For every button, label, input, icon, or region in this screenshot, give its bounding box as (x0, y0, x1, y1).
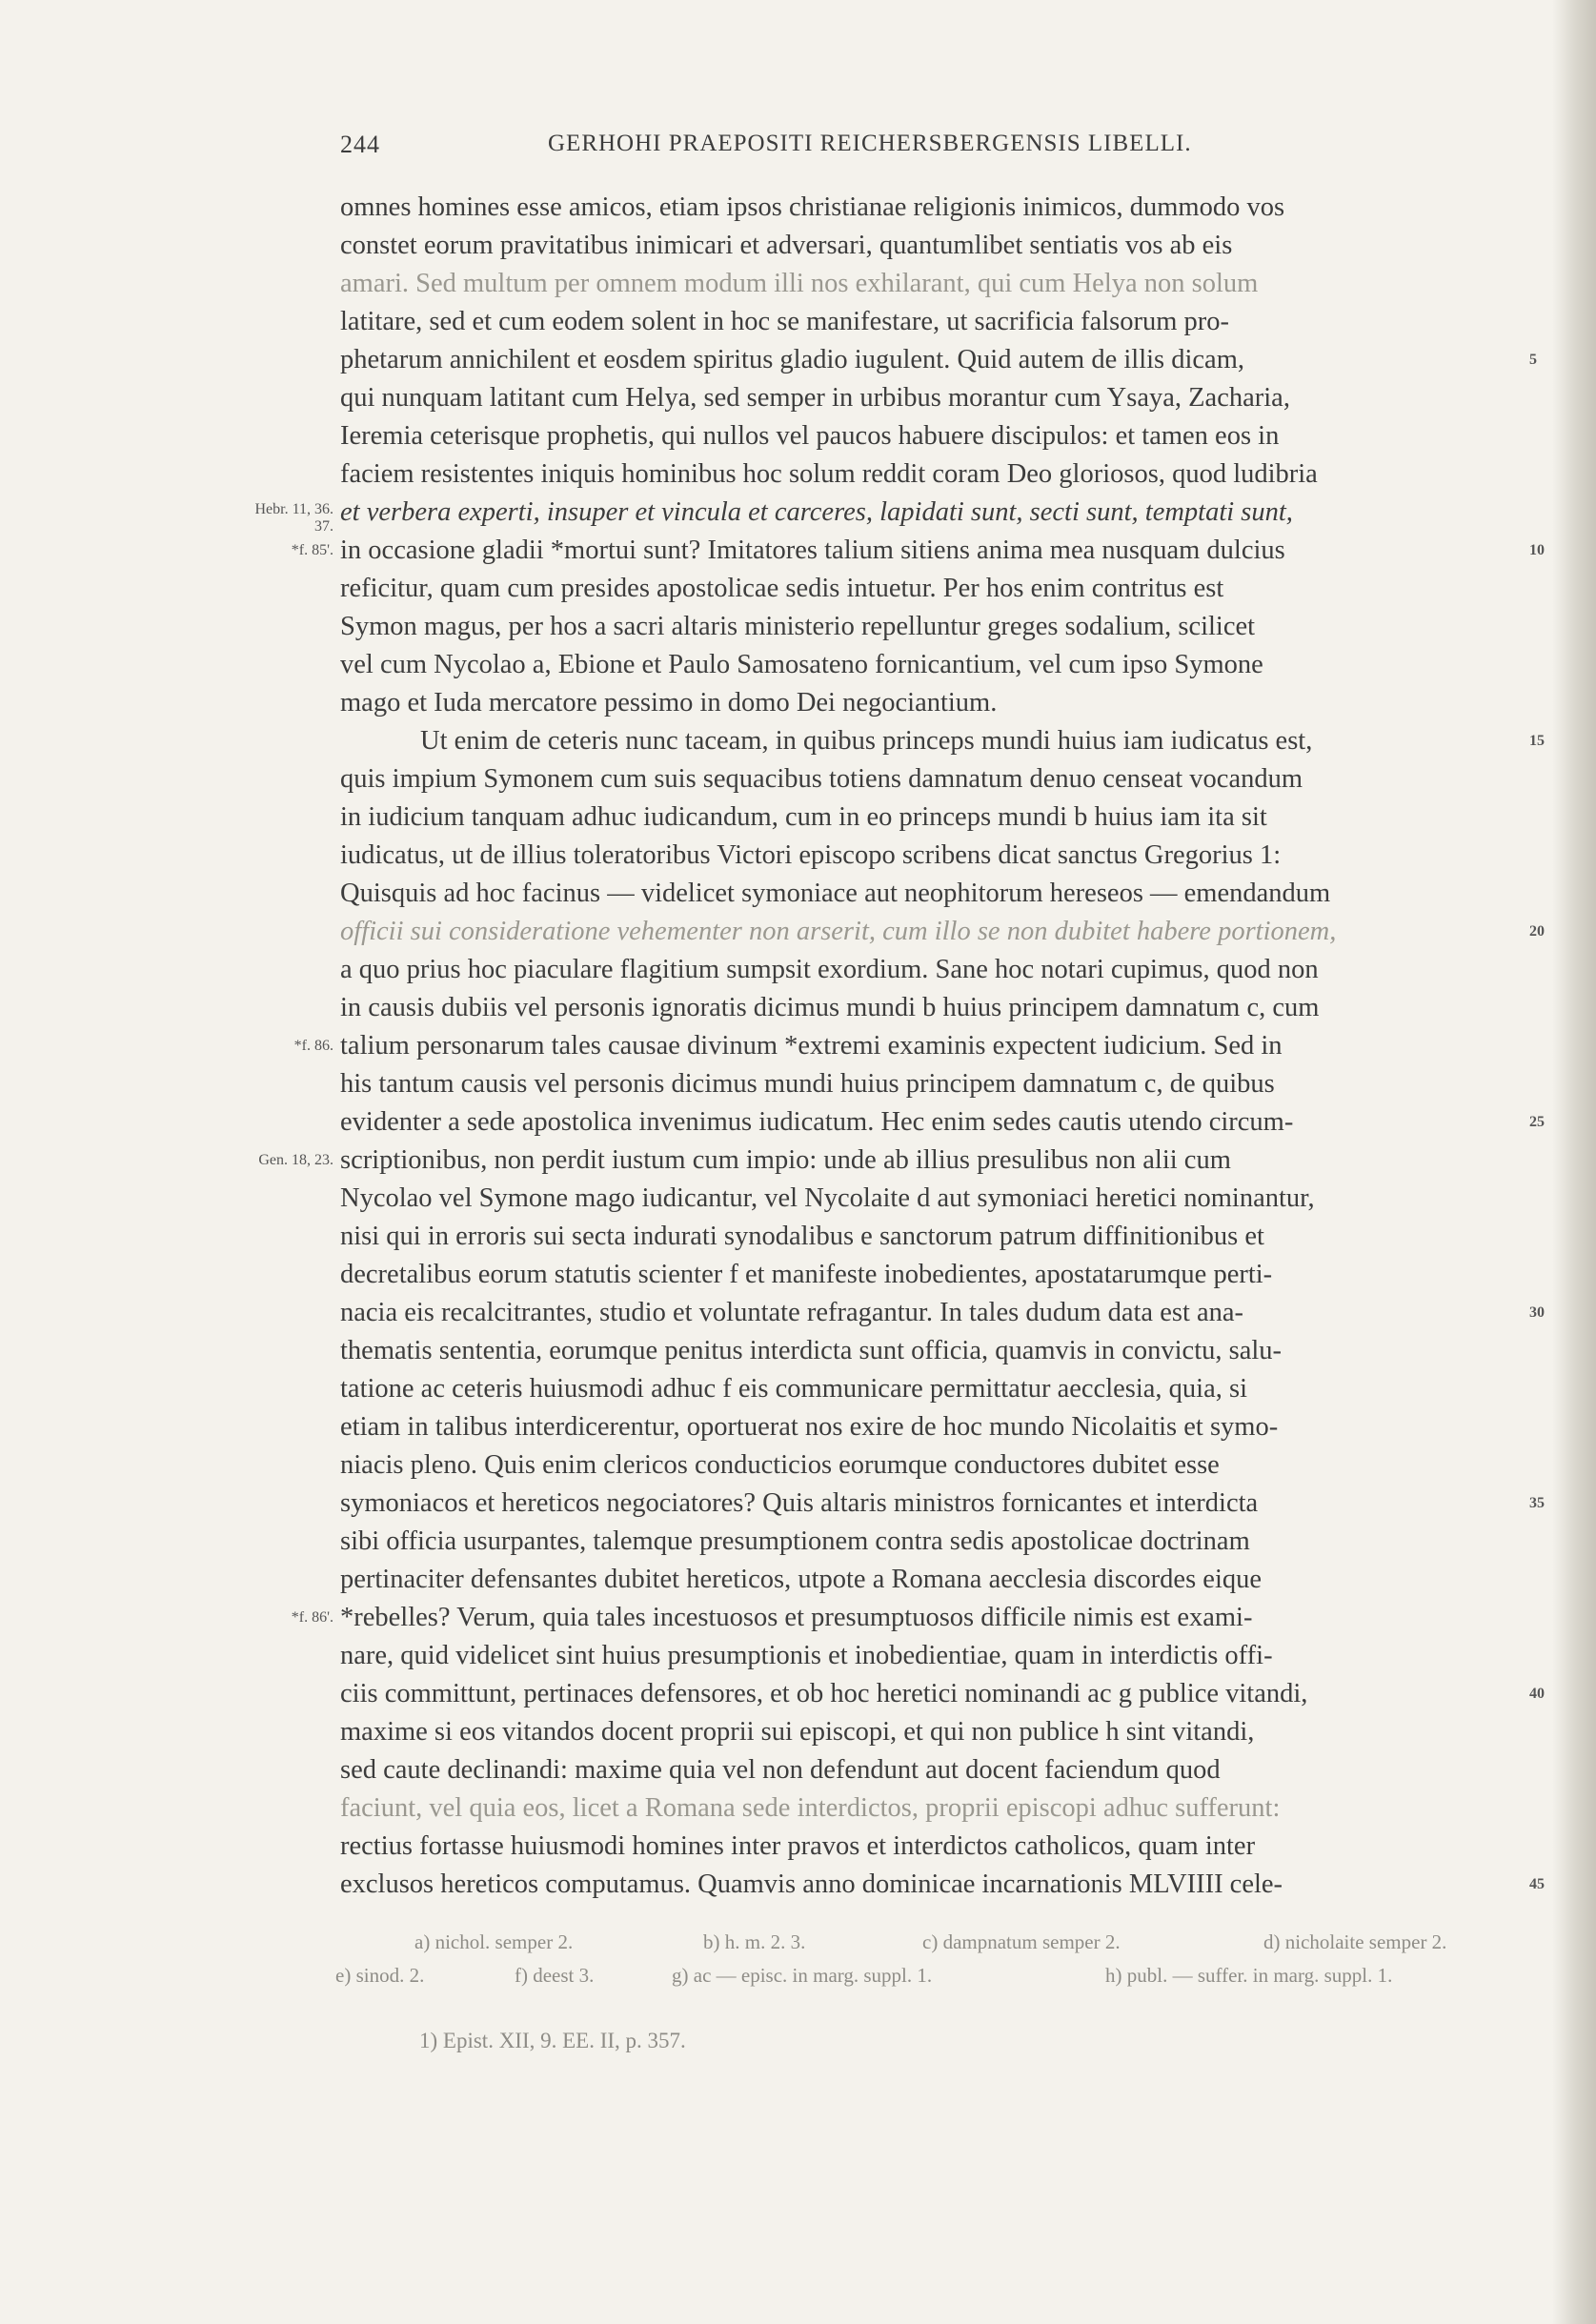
text-line: omnes homines esse amicos, etiam ipsos christianae religionis inimicos, dummodo vos (340, 192, 1285, 222)
margin-note: Hebr. 11, 36. 37. (254, 501, 333, 535)
text-line: niacis pleno. Quis enim clericos conducticios eorumque conductores dubitet esse (340, 1450, 1220, 1480)
text-line: mago et Iuda mercatore pessimo in domo Dei negociantium. (340, 688, 998, 717)
text-line: nisi qui in erroris sui secta indurati synodalibus e sanctorum patrum diffinitionibus et (340, 1222, 1264, 1251)
text-line: a quo prius hoc piaculare flagitium sumpsit exordium. Sane hoc notari cupimus, quod non (340, 955, 1319, 984)
text-line: decretalibus eorum statutis scienter f et manifeste inobedientes, apostatarumque perti- (340, 1260, 1273, 1289)
variant-note: c) dampnatum semper 2. (922, 1930, 1121, 1953)
text-line: ciis committunt, pertinaces defensores, et ob hoc heretici nominandi ac g publice vitandi, (340, 1679, 1308, 1708)
text-line: scriptionibus, non perdit iustum cum impio: unde ab illius presulibus non alii cum (340, 1145, 1231, 1175)
line-number: 45 (1529, 1876, 1545, 1892)
page-number: 244 (340, 131, 380, 158)
text-line: amari. Sed multum per omnem modum illi nos exhilarant, qui cum Helya non solum (340, 269, 1259, 298)
variant-note: e) sinod. 2. (335, 1964, 425, 1987)
text-line: maxime si eos vitandos docent proprii sui episcopi, et qui non publice h sint vitandi, (340, 1717, 1255, 1747)
text-line: Nycolao vel Symone mago iudicantur, vel Nycolaite d aut symoniaci heretici nominantur, (340, 1183, 1315, 1213)
line-number: 25 (1529, 1114, 1545, 1130)
text-line: et verbera experti, insuper et vincula et carceres, lapidati sunt, secti sunt, temptati sunt, (340, 497, 1293, 527)
line-number: 10 (1529, 542, 1545, 558)
variant-note: g) ac — episc. in marg. suppl. 1. (672, 1964, 933, 1987)
text-line: exclusos hereticos computamus. Quamvis anno dominicae incarnationis MLVIIII cele- (340, 1869, 1283, 1899)
text-line: Symon magus, per hos a sacri altaris ministerio repelluntur greges sodalium, scilicet (340, 612, 1256, 641)
margin-note: *f. 86. (293, 1038, 333, 1054)
text-line: nare, quid videlicet sint huius presumptionis et inobedientiae, quam in interdictis offi- (340, 1641, 1273, 1670)
text-line: in occasione gladii *mortui sunt? Imitatores talium sitiens anima mea nusquam dulcius (340, 536, 1285, 565)
text-line: *rebelles? Verum, quia tales incestuosos et presumptuosos difficile nimis est exami- (340, 1603, 1253, 1632)
running-header (340, 127, 1303, 165)
text-line: qui nunquam latitant cum Helya, sed semper in urbibus morantur cum Ysaya, Zacharia, (340, 383, 1290, 413)
text-line: etiam in talibus interdicerentur, oportuerat nos exire de hoc mundo Nicolaitis et symo- (340, 1412, 1279, 1442)
text-line: vel cum Nycolao a, Ebione et Paulo Samosateno fornicantium, vel cum ipso Symone (340, 650, 1263, 679)
text-line: sibi officia usurpantes, talemque presumptionem contra sedis apostolicae doctrinam (340, 1526, 1250, 1556)
text-line: Ut enim de ceteris nunc taceam, in quibus princeps mundi huius iam iudicatus est, (420, 726, 1313, 756)
text-line: constet eorum pravitatibus inimicari et adversari, quantumlibet sentiatis vos ab eis (340, 231, 1233, 260)
variant-note: a) nichol. semper 2. (414, 1930, 574, 1953)
margin-note: *f. 86'. (291, 1609, 333, 1626)
page-edge-shadow (1552, 0, 1596, 2324)
text-line: officii sui consideratione vehementer non arserit, cum illo se non dubitet habere portionem, (340, 917, 1337, 946)
margin-note: Gen. 18, 23. (258, 1152, 333, 1168)
text-line: reficitur, quam cum presides apostolicae sedis intuetur. Per hos enim contritus est (340, 574, 1224, 603)
text-line: in iudicium tanquam adhuc iudicandum, cum in eo princeps mundi b huius iam ita sit (340, 802, 1267, 832)
variant-note: b) h. m. 2. 3. (703, 1930, 806, 1953)
text-line: iudicatus, ut de illius toleratoribus Victori episcopo scribens dicat sanctus Gregorius 1: (340, 840, 1282, 870)
text-line: latitare, sed et cum eodem solent in hoc se manifestare, ut sacrificia falsorum pro- (340, 307, 1230, 336)
text-line: Ieremia ceterisque prophetis, qui nullos vel paucos habuere discipulos: et tamen eos in (340, 421, 1280, 451)
footnote: 1) Epist. XII, 9. EE. II, p. 357. (419, 2029, 686, 2052)
text-line: symoniacos et hereticos negociatores? Quis altaris ministros fornicantes et interdicta (340, 1488, 1259, 1518)
line-number: 5 (1529, 352, 1537, 368)
variant-note: h) publ. — suffer. in marg. suppl. 1. (1105, 1964, 1393, 1987)
line-number: 15 (1529, 733, 1545, 749)
text-line: tatione ac ceteris huiusmodi adhuc f eis communicare permittatur aecclesia, quia, si (340, 1374, 1248, 1404)
text-line: thematis sententia, eorumque penitus interdicta sunt officia, quamvis in convictu, salu- (340, 1336, 1283, 1365)
text-line: faciem resistentes iniquis hominibus hoc solum reddit coram Deo gloriosos, quod ludibria (340, 459, 1318, 489)
line-number: 20 (1529, 923, 1545, 940)
running-title: GERHOHI PRAEPOSITI REICHERSBERGENSIS LIBELLI. (548, 131, 1192, 156)
line-number: 40 (1529, 1686, 1545, 1702)
variant-note: d) nicholaite semper 2. (1263, 1930, 1447, 1953)
text-line: Quisquis ad hoc facinus — videlicet symoniace aut neophitorum hereseos — emendandum (340, 879, 1331, 908)
text-line: nacia eis recalcitrantes, studio et voluntate refragantur. In tales dudum data est ana- (340, 1298, 1244, 1327)
text-line: quis impium Symonem cum suis sequacibus totiens damnatum denuo censeat vocandum (340, 764, 1303, 794)
text-line: pertinaciter defensantes dubitet hereticos, utpote a Romana aecclesia discordes eique (340, 1565, 1263, 1594)
text-line: his tantum causis vel personis dicimus mundi huius principem damnatum c, de quibus (340, 1069, 1275, 1099)
line-number: 35 (1529, 1495, 1545, 1511)
text-line: sed caute declinandi: maxime quia vel non defendunt aut docent faciendum quod (340, 1755, 1221, 1785)
line-number: 30 (1529, 1304, 1545, 1321)
text-line: in causis dubiis vel personis ignoratis dicimus mundi b huius principem damnatum c, cum (340, 993, 1320, 1022)
margin-note: *f. 85'. (291, 542, 333, 558)
text-line: evidenter a sede apostolica invenimus iudicatum. Hec enim sedes cautis utendo circum- (340, 1107, 1294, 1137)
variant-note: f) deest 3. (515, 1964, 595, 1987)
text-line: faciunt, vel quia eos, licet a Romana sede interdictos, proprii episcopi adhuc sufferunt: (340, 1793, 1281, 1823)
text-line: talium personarum tales causae divinum *extremi examinis expectent iudicium. Sed in (340, 1031, 1283, 1061)
text-line: rectius fortasse huiusmodi homines inter pravos et interdictos catholicos, quam inter (340, 1831, 1256, 1861)
text-line: phetarum annichilent et eosdem spiritus gladio iugulent. Quid autem de illis dicam, (340, 345, 1245, 374)
